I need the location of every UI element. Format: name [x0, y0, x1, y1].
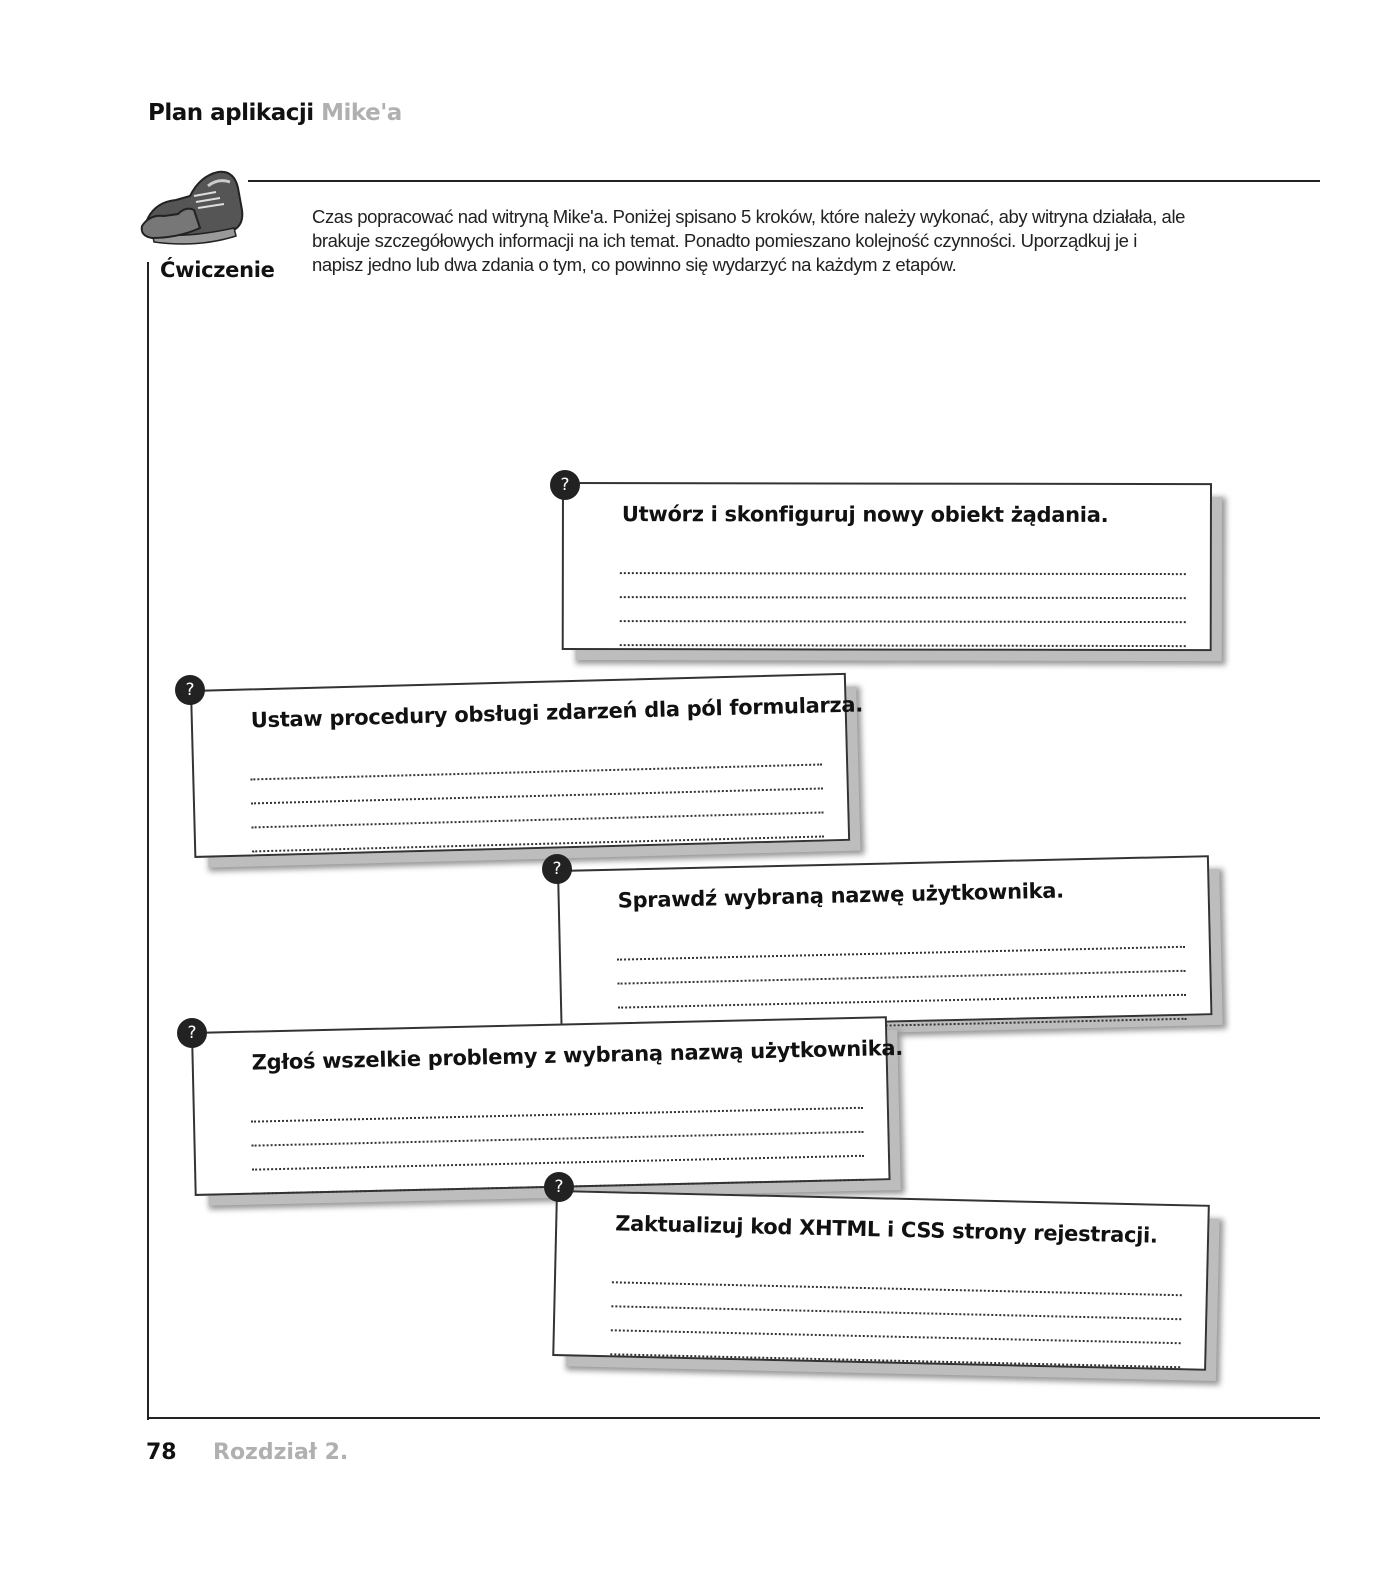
sneaker-icon	[138, 166, 248, 258]
step-title: Ustaw procedury obsługi zdarzeń dla pól formularza.	[250, 692, 864, 733]
step-card	[190, 673, 864, 858]
step-number-badge: ?	[542, 854, 572, 884]
exercise-label: Ćwiczenie	[160, 258, 275, 282]
step-number-badge: ?	[544, 1172, 574, 1202]
answer-lines	[250, 741, 824, 852]
answer-line[interactable]	[620, 598, 1186, 623]
page-number: 78	[146, 1440, 177, 1465]
page-header	[148, 100, 402, 126]
answer-lines	[617, 924, 1187, 1033]
answer-lines	[610, 1259, 1182, 1368]
header-title-accent: Mike'a	[321, 100, 402, 126]
answer-lines	[620, 550, 1186, 647]
header-title-main: Plan aplikacji	[148, 100, 314, 126]
step-title: Zaktualizuj kod XHTML i CSS strony rejestracji.	[614, 1211, 1158, 1248]
chapter-label: Rozdział 2.	[213, 1440, 349, 1465]
step-number-badge: ?	[550, 470, 580, 500]
step-card	[557, 855, 1212, 1030]
step-title: Utwórz i skonfiguruj nowy obiekt żądania.	[621, 502, 1109, 527]
answer-line[interactable]	[620, 550, 1186, 575]
step-card	[191, 1016, 904, 1196]
answer-line[interactable]	[620, 622, 1186, 647]
step-number-badge: ?	[177, 1018, 207, 1048]
answer-line[interactable]	[620, 574, 1186, 599]
top-rule	[248, 180, 1320, 182]
exercise-intro: Czas popracować nad witryną Mike'a. Poniżej spisano 5 kroków, które należy wykonać, aby witryna działała, ale brakuje szczegółowych informacji na ich temat. Ponadto pomieszano kolejność czynności. Uporządkuj je i napisz jedno lub dwa zdania o tym, co powinno się wydarzyć na każdym z etapów.	[312, 206, 1186, 275]
step-title: Zgłoś wszelkie problemy z wybraną nazwą użytkownika.	[251, 1035, 904, 1075]
step-title: Sprawdź wybraną nazwę użytkownika.	[617, 878, 1065, 913]
bottom-rule	[147, 1417, 1320, 1419]
step-card	[552, 1190, 1210, 1371]
left-rule	[147, 262, 149, 1420]
step-card	[562, 482, 1212, 651]
step-number-badge: ?	[175, 675, 205, 705]
